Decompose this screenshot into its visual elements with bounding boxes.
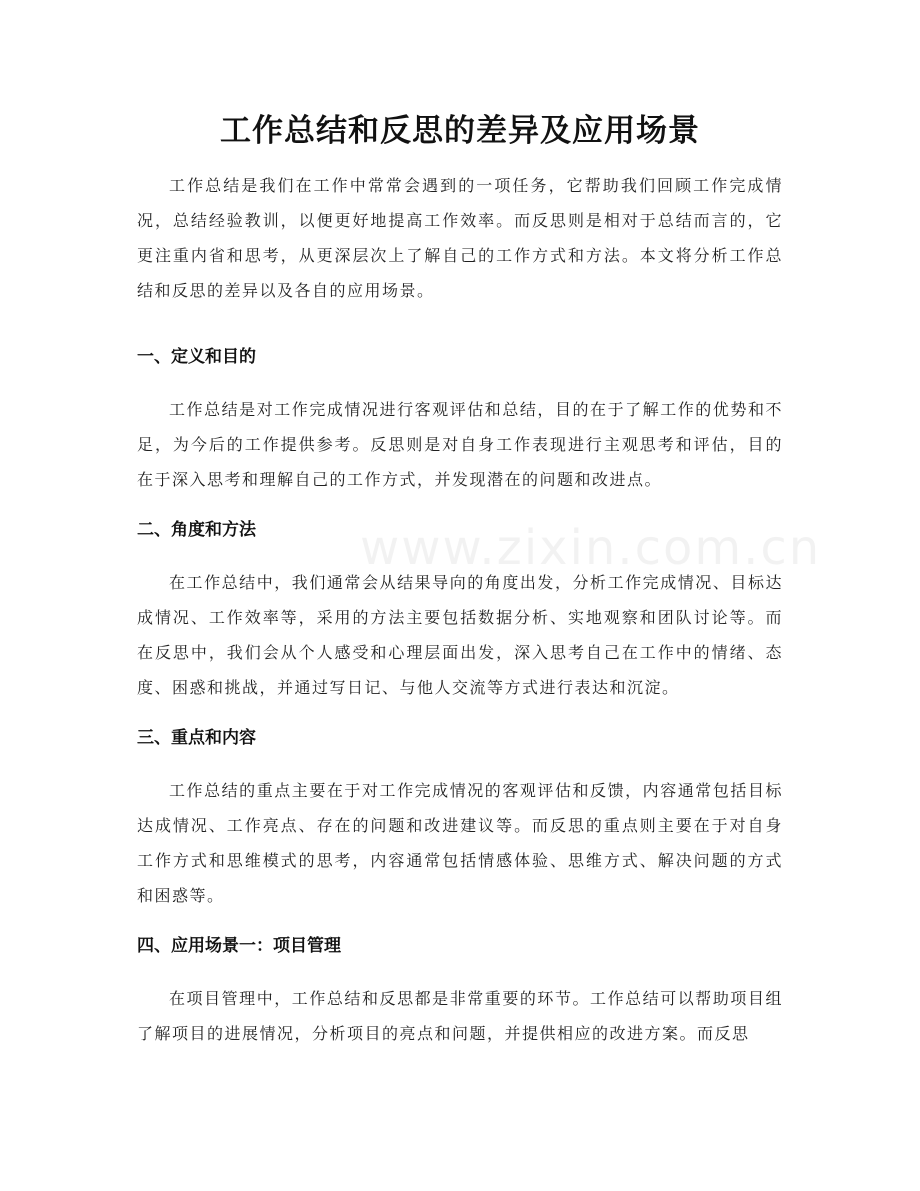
intro-paragraph: 工作总结是我们在工作中常常会遇到的一项任务，它帮助我们回顾工作完成情况，总结经验教训，以便更好地提高工作效率。而反思则是相对于总结而言的，它更注重内省和思考，从更深层次上了解自己的工作方式和方法。本文将分析工作总结和反思的差异以及各自的应用场景。: [137, 176, 783, 300]
section-heading-4: 四、应用场景一：项目管理: [137, 936, 341, 956]
section-heading-2: 二、角度和方法: [137, 520, 256, 540]
section-paragraph-1: 工作总结是对工作完成情况进行客观评估和总结，目的在于了解工作的优势和不足，为今后的工作提供参考。反思则是对自身工作表现进行主观思考和评估，目的在于深入思考和理解自己的工作方式，并发现潜在的问题和改进点。: [137, 400, 783, 489]
section-heading-3: 三、重点和内容: [137, 728, 256, 748]
section-paragraph-4: 在项目管理中，工作总结和反思都是非常重要的环节。工作总结可以帮助项目组了解项目的进展情况，分析项目的亮点和问题，并提供相应的改进方案。而反思: [137, 989, 783, 1043]
section-paragraph-2: 在工作总结中，我们通常会从结果导向的角度出发，分析工作完成情况、目标达成情况、工作效率等，采用的方法主要包括数据分析、实地观察和团队讨论等。而在反思中，我们会从个人感受和心理层面出发，深入思考自己在工作中的情绪、态度、困惑和挑战，并通过写日记、与他人交流等方式进行表达和沉淀。: [137, 573, 783, 697]
watermark: www.zixin.com.cn: [360, 520, 822, 576]
document-title: 工作总结和反思的差异及应用场景: [220, 113, 700, 149]
section-heading-1: 一、定义和目的: [137, 347, 256, 367]
section-paragraph-3: 工作总结的重点主要在于对工作完成情况的客观评估和反馈，内容通常包括目标达成情况、工作亮点、存在的问题和改进建议等。而反思的重点则主要在于对自身工作方式和思维模式的思考，内容通常包括情感体验、思维方式、解决问题的方式和困惑等。: [137, 781, 783, 905]
